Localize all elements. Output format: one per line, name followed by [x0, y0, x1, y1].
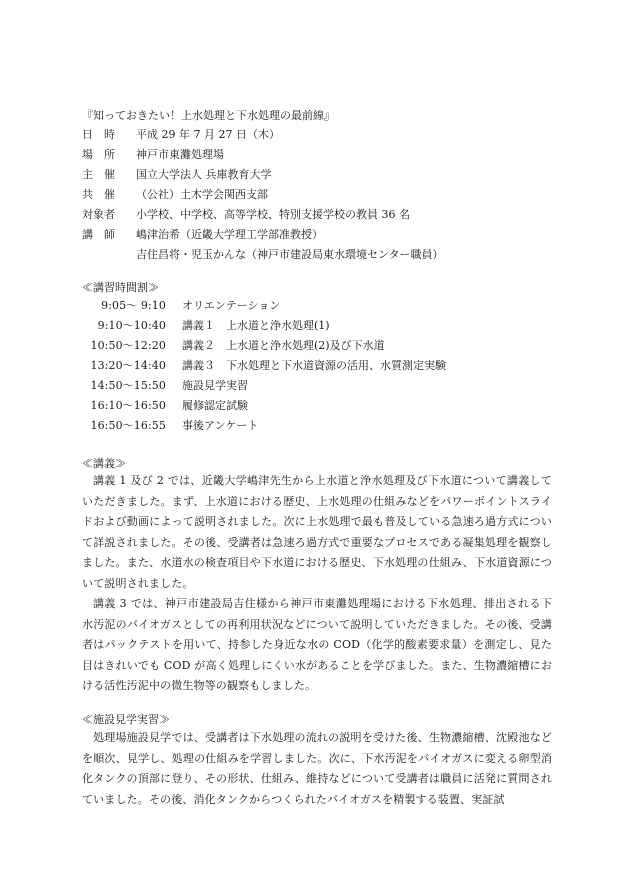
schedule-row	[82, 376, 552, 396]
info-row-organizer	[82, 165, 552, 185]
event-info	[82, 125, 552, 265]
info-label: 共 催	[82, 188, 115, 201]
info-row-place	[82, 145, 552, 165]
info-value: 小学校、中学校、高等学校、特別支援学校の教員 36 名	[136, 208, 410, 221]
info-row-lecturer	[82, 225, 552, 245]
info-lecturer-continued: 吉住昌将・児玉かんな（神戸市建設局東水環境センター職員）	[136, 248, 444, 261]
lecture-heading: ≪講義≫	[82, 457, 126, 470]
schedule-time: 14:50～15:50	[90, 379, 166, 392]
schedule-time: 16:10～16:50	[90, 399, 166, 412]
schedule-activity: 事後アンケート	[182, 419, 259, 432]
schedule-row	[82, 316, 552, 336]
lecture-section	[82, 471, 552, 697]
schedule-activity: 講義３ 下水処理と下水道資源の活用、水質測定実験	[182, 359, 446, 372]
schedule-row	[82, 416, 552, 436]
info-label: 場 所	[82, 148, 115, 161]
schedule-activity: 講義１ 上水道と浄水処理(1)	[182, 319, 330, 332]
info-row-co-organizer	[82, 185, 552, 205]
schedule-row	[82, 356, 552, 376]
schedule-time: 16:50～16:55	[90, 419, 166, 432]
lecture-paragraph: 講義 3 では、神戸市建設局吉住様から神戸市東灘処理場における下水処理、排出される下水汚泥のバイオガスとしての再利用状況などについて説明していただきました。その後、受講者はパックテストを用いて、持参した身近な水の COD（化学的酸素要求量）を測定し、見た目はきれいでも COD が高く処理しにくい水があることを学びました。また、生物濃縮槽における活性汚泥中の微生物等の観察もしました。	[82, 597, 552, 692]
facility-tour-paragraph: 処理場施設見学では、受講者は下水処理の流れの説明を受けた後、生物濃縮槽、沈殿池などを順次、見学し、処理の仕組みを学習しました。次に、下水汚泥をバイオガスに変える卵型消化タンクの頂部に登り、その形状、仕組み、維持などについて受講者は職員に活発に質問されていました。その後、消化タンクからつくられたバイオガスを精製する装置、実証試	[82, 731, 552, 806]
schedule-activity: 講義２ 上水道と浄水処理(2)及び下水道	[182, 339, 385, 352]
schedule-row	[82, 336, 552, 356]
schedule-activity: オリエンテーション	[182, 299, 281, 312]
info-label: 日 時	[82, 128, 115, 141]
info-row-date	[82, 125, 552, 145]
schedule-time: 9:10～10:40	[97, 319, 166, 332]
schedule-list	[82, 296, 552, 436]
lecture-paragraph: 講義 1 及び 2 では、近畿大学嶋津先生から上水道と浄水処理及び下水道について講義していただきました。まず、上水道における歴史、上水処理の仕組みなどをパワーポイントスライドおよび動画によって説明されました。次に上水処理で最も普及している急速ろ過方式について詳説されました。その後、受講者は急速ろ過方式で重要なプロセスである凝集処理を観察しました。また、水道水の検査項目や下水道における歴史、下水処理の仕組み、下水道資源について説明されました。	[82, 474, 552, 590]
info-value: 嶋津治希（近畿大学理工学部准教授）	[136, 228, 323, 241]
facility-tour-heading: ≪施設見学実習≫	[82, 713, 170, 726]
info-value: 平成 29 年 7 月 27 日（木）	[136, 128, 280, 141]
schedule-activity: 施設見学実習	[182, 379, 248, 392]
schedule-time: 13:20～14:40	[90, 359, 166, 372]
info-label: 主 催	[82, 168, 115, 181]
schedule-row	[82, 396, 552, 416]
info-value: （公社）土木学会関西支部	[136, 188, 268, 201]
schedule-heading: ≪講習時間割≫	[82, 281, 159, 294]
info-label: 講 師	[82, 228, 115, 241]
info-label: 対象者	[82, 208, 115, 221]
schedule-row	[82, 296, 552, 316]
info-value: 神戸市東灘処理場	[136, 148, 224, 161]
document-title: 『知っておきたい！上水処理と下水処理の最前線』	[82, 109, 335, 122]
schedule-activity: 履修認定試験	[182, 399, 248, 412]
facility-tour-section	[82, 728, 552, 810]
info-row-audience	[82, 205, 552, 225]
schedule-time: 10:50～12:20	[90, 339, 166, 352]
info-value: 国立大学法人 兵庫教育大学	[136, 168, 272, 181]
schedule-time: 9:05～ 9:10	[101, 299, 166, 312]
